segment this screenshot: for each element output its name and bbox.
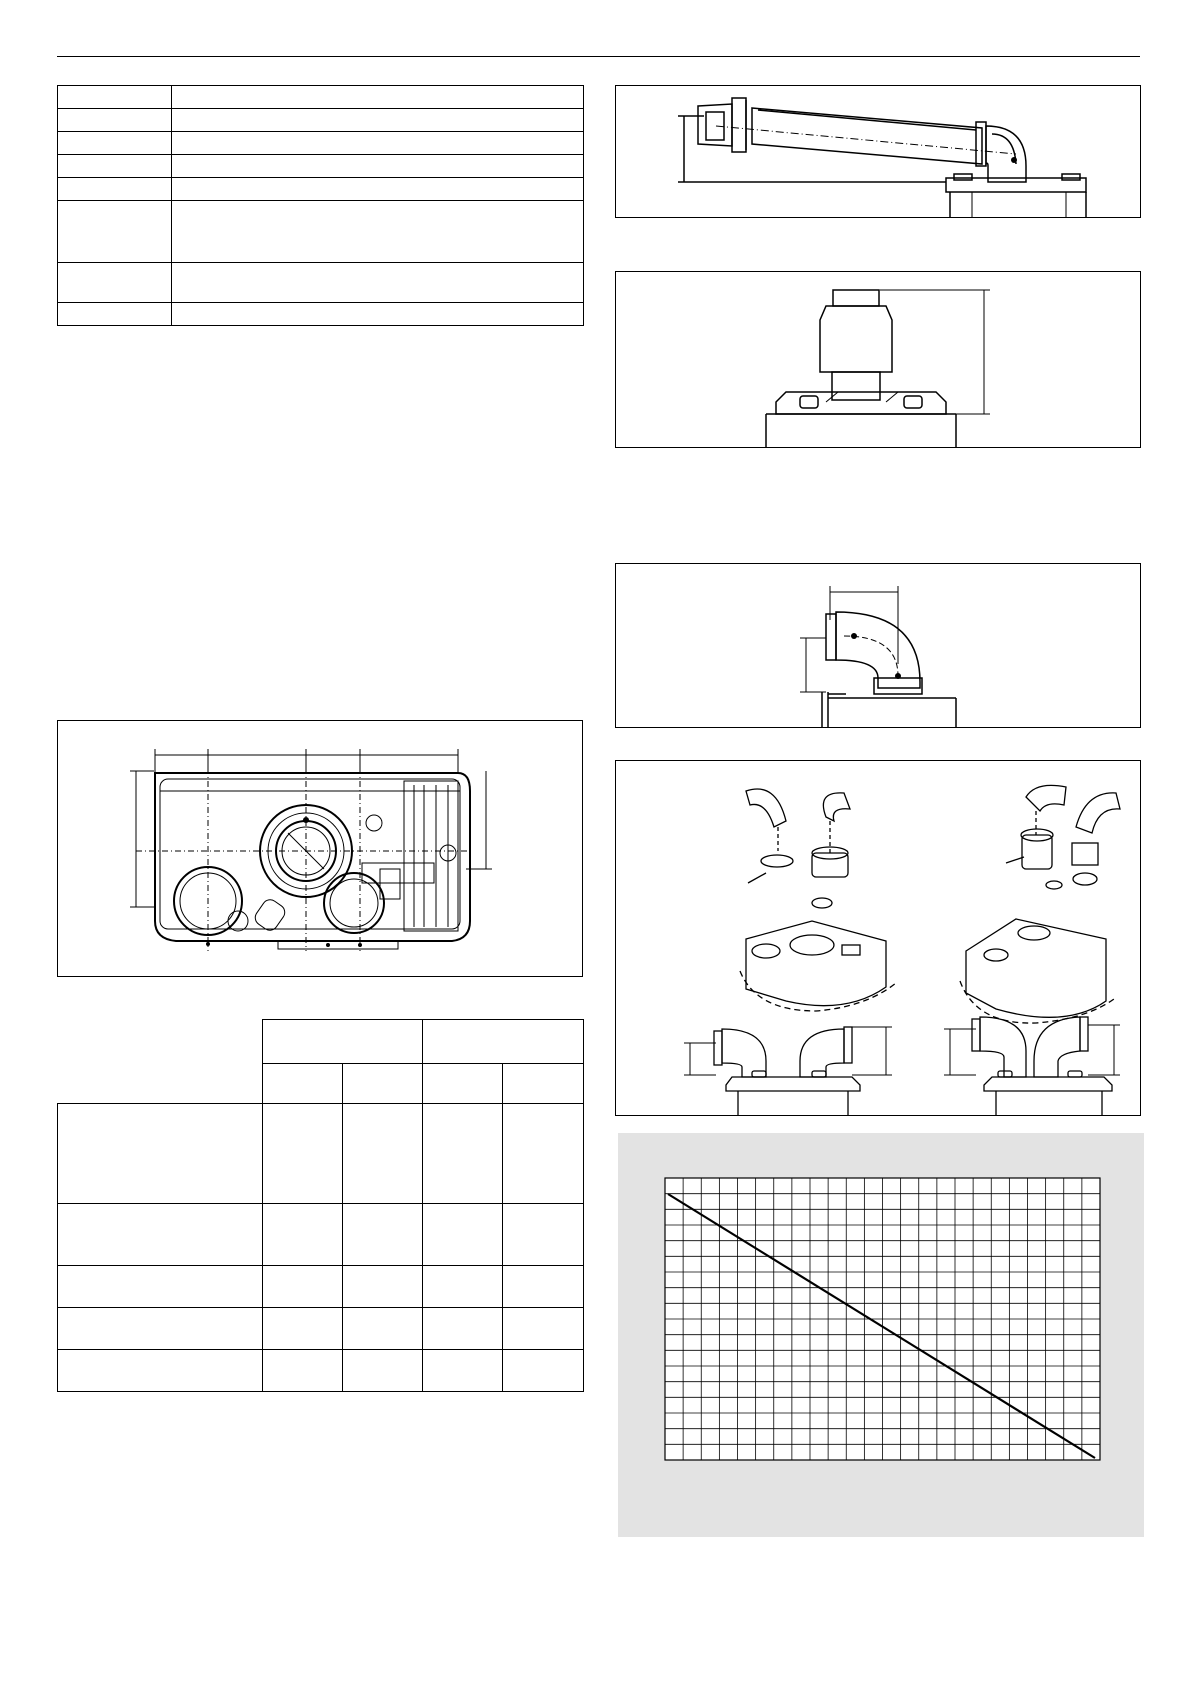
flue-table-cell xyxy=(343,1308,423,1350)
horizontal-flue-drawing xyxy=(616,86,1140,217)
flue-length-chart-panel xyxy=(618,1133,1144,1537)
flue-table-cell xyxy=(423,1204,503,1266)
vertical-flue-adaptor-drawing xyxy=(616,272,1140,447)
flue-table-cell xyxy=(423,1266,503,1308)
spec-table-value xyxy=(172,201,584,263)
horizontal-flue-figure xyxy=(615,85,1141,218)
spec-table-value xyxy=(172,263,584,303)
spec-table-row xyxy=(58,201,584,263)
flue-length-chart xyxy=(618,1133,1144,1537)
flue-table-cell xyxy=(263,1204,343,1266)
flue-table-cell xyxy=(343,1104,423,1204)
flue-table-cell xyxy=(503,1266,584,1308)
flue-table-cell xyxy=(503,1350,584,1392)
spec-table-label xyxy=(58,86,172,109)
spec-table-value xyxy=(172,132,584,155)
flue-table-row xyxy=(58,1104,584,1204)
spec-table-value xyxy=(172,178,584,201)
spec-table-value xyxy=(172,109,584,132)
flue-table-row-label xyxy=(58,1350,263,1392)
flue-table-sub-header xyxy=(263,1064,343,1104)
spec-table-label xyxy=(58,109,172,132)
flue-table-sub-header xyxy=(423,1064,503,1104)
spec-table-label xyxy=(58,201,172,263)
flue-elbow-drawing xyxy=(616,564,1140,727)
flue-table-row-label xyxy=(58,1308,263,1350)
spec-table-label xyxy=(58,178,172,201)
twin-pipe-figure xyxy=(615,760,1141,1116)
flue-table-group-header xyxy=(263,1020,423,1064)
flue-table-row-label xyxy=(58,1204,263,1266)
spec-table-row xyxy=(58,155,584,178)
flue-table-row-label xyxy=(58,1266,263,1308)
flue-table-cell xyxy=(423,1350,503,1392)
spec-table-row xyxy=(58,303,584,326)
flue-table-cell xyxy=(263,1104,343,1204)
spec-table-row xyxy=(58,178,584,201)
spec-table-row xyxy=(58,109,584,132)
header-rule xyxy=(57,56,1140,57)
spec-table-row xyxy=(58,263,584,303)
spec-table-row xyxy=(58,132,584,155)
spec-table-value xyxy=(172,86,584,109)
flue-table-cell xyxy=(423,1308,503,1350)
boiler-top-view-figure xyxy=(57,720,583,977)
spec-table-row xyxy=(58,86,584,109)
flue-table-cell xyxy=(263,1266,343,1308)
spec-table xyxy=(57,85,584,326)
spec-table-label xyxy=(58,263,172,303)
flue-table-cell xyxy=(503,1308,584,1350)
flue-table-cell xyxy=(263,1350,343,1392)
flue-table-row-label xyxy=(58,1104,263,1204)
boiler-top-plan-drawing xyxy=(58,721,582,976)
vertical-flue-figure xyxy=(615,271,1141,448)
flue-table-row xyxy=(58,1350,584,1392)
flue-table-sub-header xyxy=(343,1064,423,1104)
flue-table-cell xyxy=(343,1266,423,1308)
spec-table-label xyxy=(58,132,172,155)
spec-table-label xyxy=(58,155,172,178)
flue-table-sub-header xyxy=(503,1064,584,1104)
flue-elbow-figure xyxy=(615,563,1141,728)
flue-table-cell xyxy=(503,1204,584,1266)
flue-table-cell xyxy=(343,1204,423,1266)
flue-table-cell xyxy=(423,1104,503,1204)
flue-table-cell xyxy=(263,1308,343,1350)
flue-table-cell xyxy=(343,1350,423,1392)
flue-table-corner xyxy=(58,1020,263,1104)
flue-table-group-header-row xyxy=(58,1020,584,1064)
flue-table-group-header xyxy=(423,1020,584,1064)
twin-pipe-adaptor-drawing xyxy=(616,761,1140,1115)
flue-options-table xyxy=(57,1019,584,1392)
flue-table-row xyxy=(58,1204,584,1266)
spec-table-value xyxy=(172,303,584,326)
spec-table-value xyxy=(172,155,584,178)
spec-table-label xyxy=(58,303,172,326)
flue-table-cell xyxy=(503,1104,584,1204)
flue-table-row xyxy=(58,1266,584,1308)
flue-table-row xyxy=(58,1308,584,1350)
